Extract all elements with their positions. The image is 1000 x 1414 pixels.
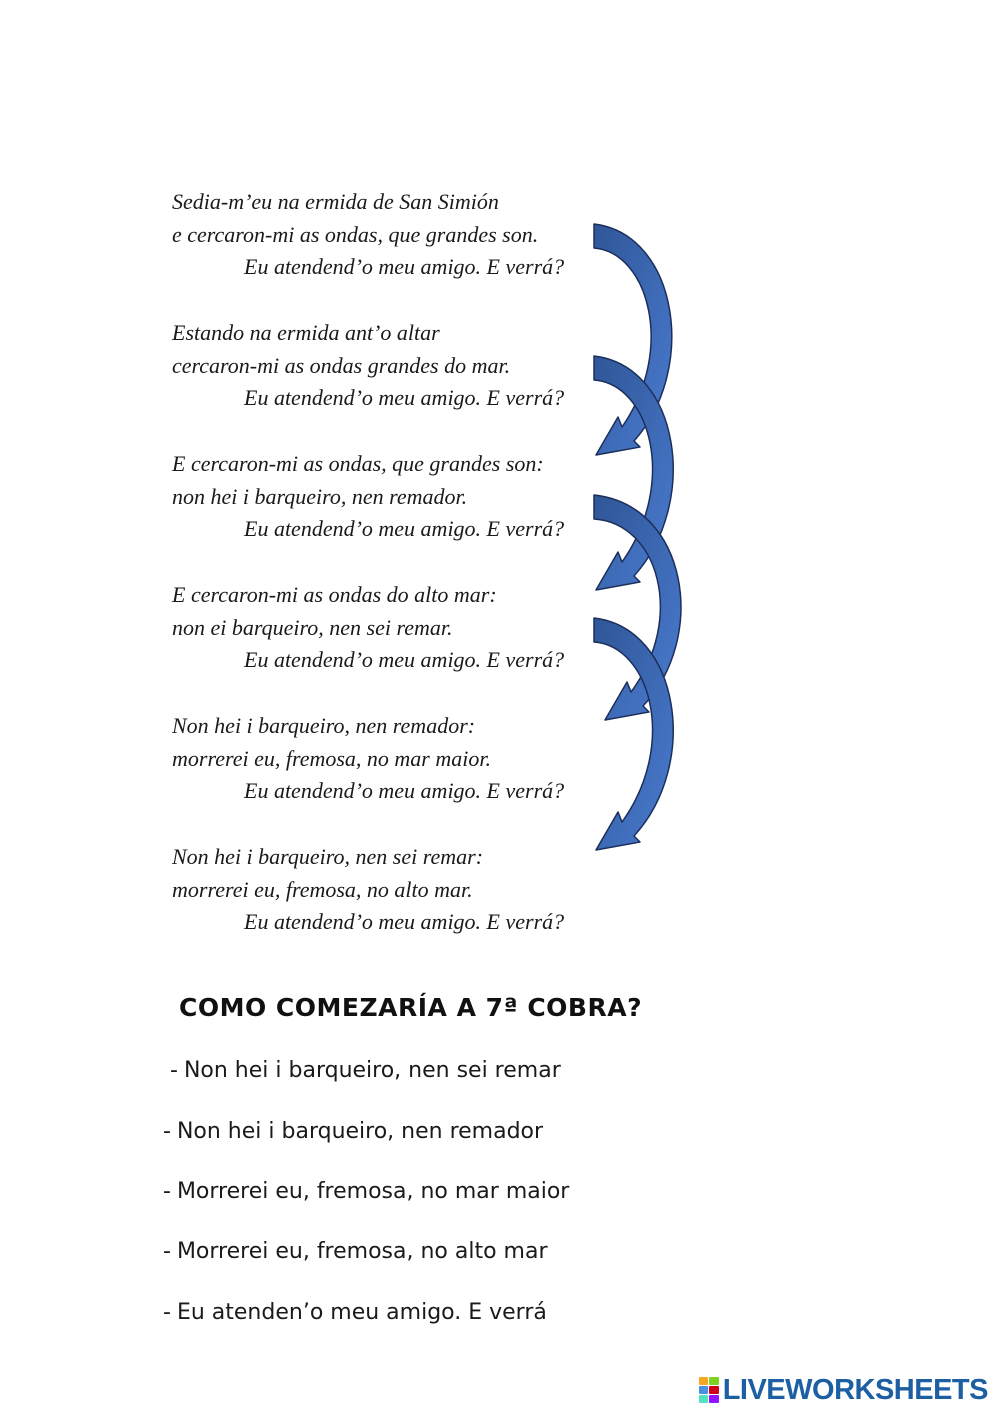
poem-refrain: Eu atendend’o meu amigo. E verrá? xyxy=(244,909,565,934)
curved-arrows xyxy=(585,215,705,885)
option-dash: - xyxy=(163,1300,171,1325)
poem-line: Non hei i barqueiro, nen sei remar: xyxy=(172,844,484,869)
poem xyxy=(172,186,612,972)
poem-line: e cercaron-mi as ondas, que grandes son. xyxy=(172,221,539,247)
poem-refrain: Eu atendend’o meu amigo. E verrá? xyxy=(244,254,565,279)
option-text: Non hei i barqueiro, nen remador xyxy=(176,1119,544,1144)
logo-mark-cell xyxy=(699,1386,709,1394)
stanza-4 xyxy=(172,579,612,710)
option-text: Morrerei eu, fremosa, no alto mar xyxy=(176,1239,548,1264)
option-text: Eu atenden’o meu amigo. E verrá xyxy=(176,1300,547,1325)
logo-text: LIVEWORKSHEETS xyxy=(722,1373,988,1406)
answer-option[interactable] xyxy=(170,1058,561,1083)
option-text: Morrerei eu, fremosa, no mar maior xyxy=(176,1179,570,1204)
stanza-3 xyxy=(172,448,612,579)
poem-line: morrerei eu, fremosa, no mar maior. xyxy=(172,745,491,771)
option-dash: - xyxy=(163,1119,171,1144)
option-dash: - xyxy=(163,1239,171,1264)
curved-arrow-icon xyxy=(594,495,681,720)
liveworksheets-logo xyxy=(699,1374,988,1406)
poem-refrain: Eu atendend’o meu amigo. E verrá? xyxy=(244,647,565,672)
option-dash: - xyxy=(170,1058,178,1083)
poem-line: cercaron-mi as ondas grandes do mar. xyxy=(172,352,511,378)
question-heading: COMO COMEZARÍA A 7ª COBRA? xyxy=(179,993,643,1022)
stanza-1 xyxy=(172,186,612,317)
option-dash: - xyxy=(163,1179,171,1204)
logo-mark-icon xyxy=(699,1377,719,1403)
poem-line: E cercaron-mi as ondas do alto mar: xyxy=(172,582,497,607)
answer-option[interactable] xyxy=(163,1239,548,1264)
poem-refrain: Eu atendend’o meu amigo. E verrá? xyxy=(244,778,565,803)
poem-line: Estando na ermida ant’o altar xyxy=(172,320,440,345)
stanza-5 xyxy=(172,710,612,841)
poem-refrain: Eu atendend’o meu amigo. E verrá? xyxy=(244,516,565,541)
poem-refrain: Eu atendend’o meu amigo. E verrá? xyxy=(244,385,565,410)
logo-mark-cell xyxy=(709,1395,719,1403)
poem-line: non ei barqueiro, nen sei remar. xyxy=(172,614,453,640)
poem-line: non hei i barqueiro, nen remador. xyxy=(172,483,468,509)
poem-line: E cercaron-mi as ondas, que grandes son: xyxy=(172,451,544,476)
logo-mark-cell xyxy=(709,1386,719,1394)
answer-option[interactable] xyxy=(163,1119,543,1144)
answer-option[interactable] xyxy=(163,1179,569,1204)
logo-mark-cell xyxy=(709,1377,719,1385)
logo-mark-cell xyxy=(699,1395,709,1403)
poem-line: Sedia-m’eu na ermida de San Simión xyxy=(172,189,499,214)
logo-mark-cell xyxy=(699,1377,709,1385)
stanza-2 xyxy=(172,317,612,448)
answer-option[interactable] xyxy=(163,1300,547,1325)
poem-line: Non hei i barqueiro, nen remador: xyxy=(172,713,476,738)
option-text: Non hei i barqueiro, nen sei remar xyxy=(183,1058,561,1083)
poem-line: morrerei eu, fremosa, no alto mar. xyxy=(172,876,473,902)
stanza-6 xyxy=(172,841,612,972)
